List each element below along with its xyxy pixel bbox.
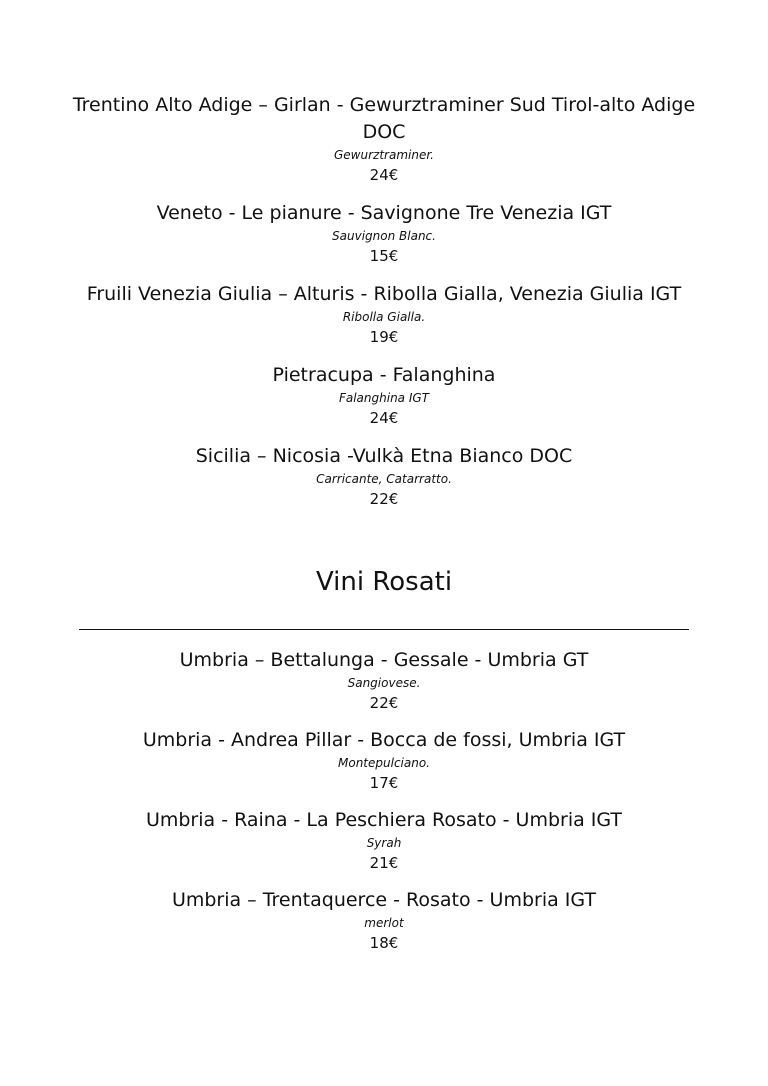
wine-name: Veneto - Le pianure - Savignone Tre Venezia IGT bbox=[156, 202, 612, 224]
wine-price: 21€ bbox=[369, 854, 399, 872]
wine-grape: Carricante, Catarratto. bbox=[316, 472, 452, 486]
wine-grape: Ribolla Gialla. bbox=[342, 310, 426, 324]
wine-entry bbox=[0, 647, 768, 714]
rose-wine-section bbox=[0, 647, 768, 967]
wine-entry bbox=[0, 362, 768, 429]
wine-price: 22€ bbox=[369, 490, 399, 508]
wine-name: Pietracupa - Falanghina bbox=[272, 364, 496, 386]
wine-price: 24€ bbox=[369, 166, 399, 184]
wine-entry bbox=[0, 807, 768, 874]
wine-entry bbox=[0, 727, 768, 794]
wine-grape: Falanghina IGT bbox=[338, 391, 430, 405]
wine-price: 24€ bbox=[369, 409, 399, 427]
wine-grape: Sauvignon Blanc. bbox=[332, 229, 436, 243]
white-wine-list bbox=[0, 92, 768, 510]
white-wine-section bbox=[0, 92, 768, 524]
wine-name: Fruili Venezia Giulia – Alturis - Ribolla Gialla, Venezia Giulia IGT bbox=[86, 283, 682, 305]
wine-entry bbox=[0, 887, 768, 954]
wine-price: 15€ bbox=[369, 247, 399, 265]
wine-name: Trentino Alto Adige – Girlan - Gewurztraminer Sud Tirol-alto Adige DOC bbox=[72, 94, 696, 143]
section-title-vini-rosati: Vini Rosati bbox=[315, 567, 453, 597]
wine-price: 18€ bbox=[369, 934, 399, 952]
wine-price: 22€ bbox=[369, 694, 399, 712]
wine-grape: merlot bbox=[364, 916, 404, 930]
wine-price: 19€ bbox=[369, 328, 399, 346]
wine-entry bbox=[0, 443, 768, 510]
wine-entry bbox=[0, 92, 768, 186]
wine-name: Umbria – Bettalunga - Gessale - Umbria GT bbox=[179, 649, 589, 671]
wine-name: Umbria - Andrea Pillar - Bocca de fossi, Umbria IGT bbox=[142, 729, 626, 751]
wine-grape: Montepulciano. bbox=[338, 756, 430, 770]
wine-entry bbox=[0, 200, 768, 267]
wine-grape: Sangiovese. bbox=[347, 676, 421, 690]
wine-price: 17€ bbox=[369, 774, 399, 792]
wine-name: Umbria - Raina - La Peschiera Rosato - Umbria IGT bbox=[145, 809, 623, 831]
wine-name: Umbria – Trentaquerce - Rosato - Umbria IGT bbox=[171, 889, 597, 911]
section-divider bbox=[79, 629, 689, 630]
wine-grape: Gewurztraminer. bbox=[334, 148, 434, 162]
wine-grape: Syrah bbox=[366, 836, 402, 850]
wine-entry bbox=[0, 281, 768, 348]
rose-wine-list bbox=[0, 647, 768, 954]
wine-name: Sicilia – Nicosia -Vulkà Etna Bianco DOC bbox=[195, 445, 573, 467]
